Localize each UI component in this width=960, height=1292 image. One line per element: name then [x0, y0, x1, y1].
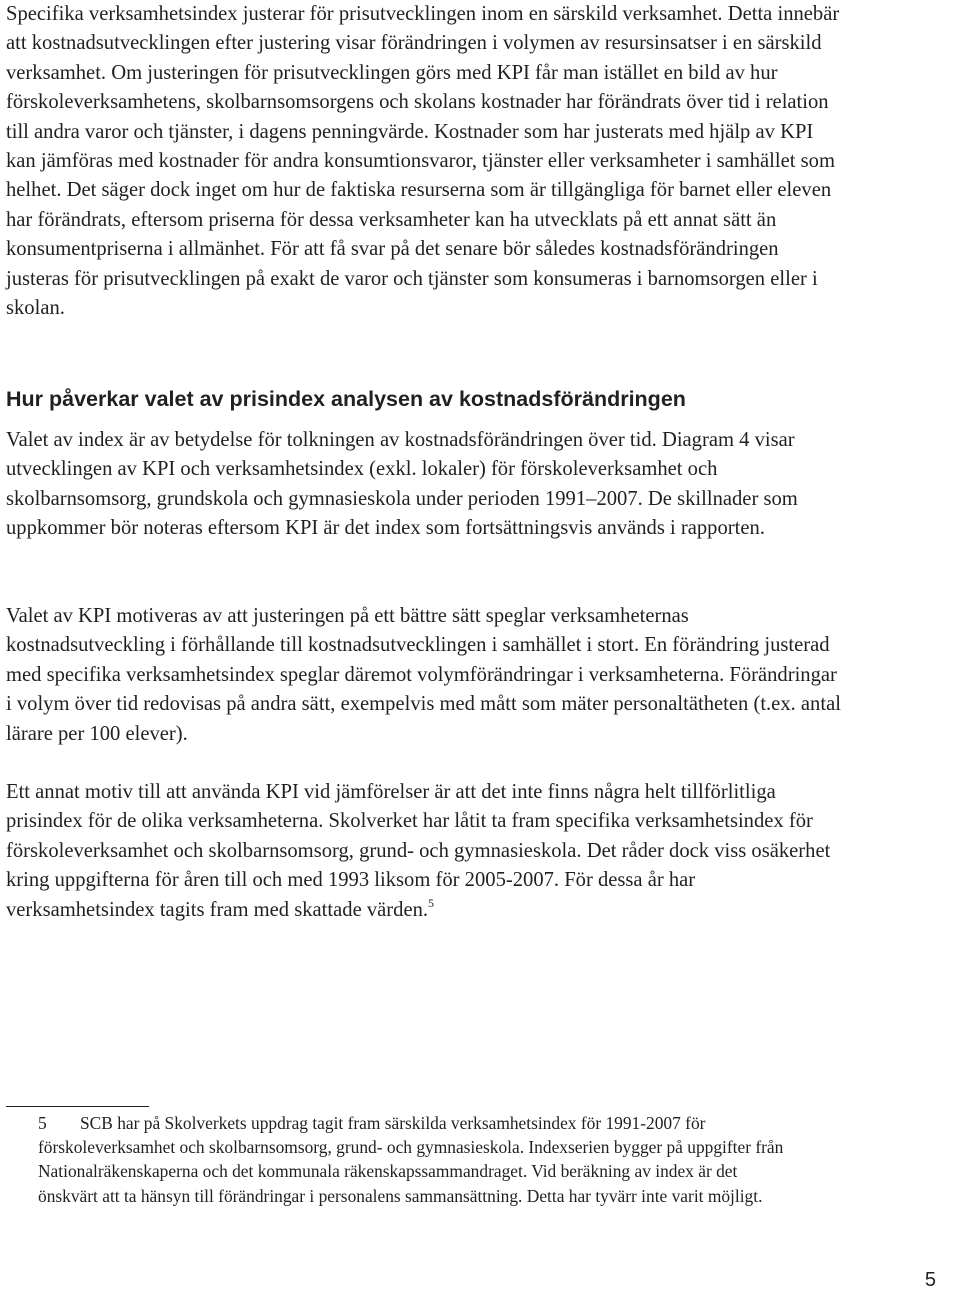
section-heading: Hur påverkar valet av prisindex analysen av kostnadsförändringen: [6, 387, 686, 411]
index-choice-paragraph: Valet av index är av betydelse för tolkningen av kostnadsförändringen över tid. Diagram 4 visar utvecklingen av KPI och verksamhetsindex (exkl. lokaler) för förskoleverksamhet och skolbarnsomsorg, grundskola och gymnasieskola under perioden 1991–2007. De skillnader som uppkommer bör noteras eftersom KPI är det index som fortsättningsvis används i rapporten.: [6, 429, 798, 540]
footnote: [38, 1111, 798, 1208]
reliability-paragraph-text: Ett annat motiv till att använda KPI vid jämförelser är att det inte finns några helt tillförlitliga prisindex för de olika verksamheterna. Skolverket har låtit ta fram specifika verksamhetsindex för förskoleverksamhet och skolbarnsomsorg, grund- och gymnasieskola. Det råder dock viss osäkerhet kring uppgifterna för åren till och med 1993 liksom för 2005-2007. För dessa år har verksamhetsindex tagits fram med skattade värden.: [6, 781, 831, 921]
footnote-text: SCB har på Skolverkets uppdrag tagit fram särskilda verksamhetsindex för 1991-2007 för förskoleverksamhet och skolbarnsomsorg, grund- och gymnasieskola. Indexserien bygger på uppgifter från Nationalräkenskaperna och det kommunala räkenskapssammandraget. Vid beräkning av index är det önskvärt att ta hänsyn till förändringar i personalens sammansättning. Detta har tyvärr inte varit möjligt.: [38, 1113, 784, 1206]
footnote-separator: [6, 1106, 149, 1107]
page-number: 5: [924, 1269, 936, 1291]
reliability-paragraph: [6, 778, 841, 925]
footnote-number: 5: [38, 1113, 47, 1133]
kpi-motivation-paragraph: Valet av KPI motiveras av att justeringen på ett bättre sätt speglar verksamheternas kostnadsutveckling i förhållande till kostnadsutvecklingen i samhället i stort. En förändring justerad med specifika verksamhetsindex speglar däremot volymförändringar i verksamheterna. Förändringar i volym över tid redovisas på andra sätt, exempelvis med mått som mäter personaltätheten (t.ex. antal lärare per 100 elever).: [6, 605, 841, 745]
intro-paragraph: Specifika verksamhetsindex justerar för prisutvecklingen inom en särskild verksamhet. Detta innebär att kostnadsutvecklingen efter justering visar förändringen i volymen av resursinsatser i en särskild verksamhet. Om justeringen för prisutvecklingen görs med KPI får man istället en bild av hur förskoleverksamhetens, skolbarnsomsorgens och skolans kostnader har förändrats över tid i relation till andra varor och tjänster, i dagens penningvärde. Kostnader som har justerats med hjälp av KPI kan jämföras med kostnader för andra konsumtionsvaror, tjänster eller verksamheter i samhället som helhet. Det säger dock inget om hur de faktiska resurserna som är tillgängliga för barnet eller eleven har förändrats, eftersom priserna för dessa verksamheter kan ha utvecklats på ett annat sätt än konsumentpriserna i allmänhet. För att få svar på det senare bör således kostnadsförändringen justeras för prisutvecklingen på exakt de varor och tjänster som konsumeras i barnomsorgen eller i skolan.: [6, 3, 840, 320]
footnote-reference[interactable]: 5: [428, 895, 435, 910]
